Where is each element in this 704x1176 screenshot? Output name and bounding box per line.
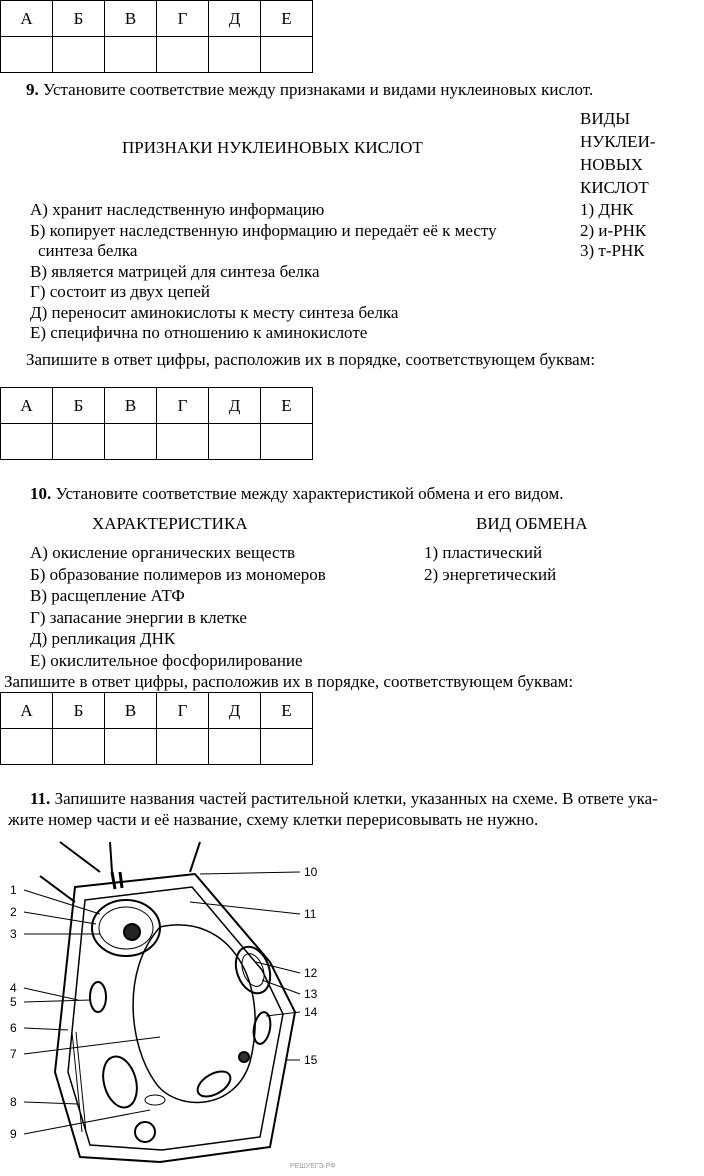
answer-letter: Д (209, 1, 261, 37)
answer-cell[interactable] (157, 37, 209, 73)
label-1: 1 (10, 883, 17, 897)
label-4: 4 (10, 981, 17, 995)
watermark: РЕШУЕГЭ.РФ (290, 1163, 336, 1170)
label-3: 3 (10, 927, 17, 941)
list-item: В) является матрицей для синтеза белка (30, 261, 320, 281)
q10-number: 10. (30, 484, 52, 503)
cell-wall-lines (40, 842, 295, 1162)
answer-table-prev (0, 0, 313, 73)
list-item: А) хранит наследственную информацию (30, 200, 325, 219)
list-item: Е) специфична по отношению к аминокислоте (30, 323, 368, 342)
option-item: 3) т-РНК (580, 241, 645, 260)
q10-options (424, 542, 556, 585)
q10-statement (30, 484, 564, 504)
answer-letter: Е (261, 388, 313, 424)
label-11: 11 (304, 907, 317, 921)
answer-cell[interactable] (53, 729, 105, 765)
q9-instruction: Запишите в ответ цифры, расположив их в порядке, соответствующем буквам: (26, 350, 596, 369)
label-13: 13 (304, 987, 318, 1001)
answer-letter: А (1, 1, 53, 37)
answer-cell[interactable] (209, 729, 261, 765)
answer-cell[interactable] (105, 37, 157, 73)
q11-text-line2: жите номер части и её название, схему клетки перерисовывать не нужно. (8, 810, 539, 829)
answer-letter: Е (261, 693, 313, 729)
list-item: Г) запасание энергии в клетке (30, 607, 247, 627)
answer-cell[interactable] (261, 424, 313, 460)
answer-cell[interactable] (105, 424, 157, 460)
answer-cell[interactable] (1, 729, 53, 765)
list-item: Д) репликация ДНК (30, 629, 176, 648)
option-item: 2) и-РНК (580, 220, 647, 240)
answer-letter: В (105, 1, 157, 37)
answer-letter: Б (53, 693, 105, 729)
answer-letter: Г (157, 1, 209, 37)
answer-cell[interactable] (261, 37, 313, 73)
label-14: 14 (304, 1005, 318, 1019)
list-item: Е) окислительное фосфорилирование (30, 650, 303, 670)
answer-cell[interactable] (157, 729, 209, 765)
label-9: 9 (10, 1127, 17, 1141)
answer-table-q9 (0, 387, 313, 460)
callout-lines (24, 872, 300, 1134)
q9-col-left-header: ПРИЗНАКИ НУКЛЕИНОВЫХ КИСЛОТ (122, 138, 423, 157)
list-item: Г) состоит из двух цепей (30, 282, 211, 301)
label-15: 15 (304, 1053, 318, 1067)
label-6: 6 (10, 1021, 17, 1035)
list-item: Б) копирует наследственную информацию и передаёт её к месту (30, 220, 497, 240)
answer-letter: Д (209, 388, 261, 424)
answer-letter: Б (53, 388, 105, 424)
q9-number: 9. (26, 80, 39, 99)
list-item: В) расщепление АТФ (30, 586, 185, 605)
q10-instruction: Запишите в ответ цифры, расположив их в порядке, соответствующем буквам: (4, 672, 574, 691)
q11-text-line1: Запишите названия частей растительной клетки, указанных на схеме. В ответе ука- (54, 789, 658, 808)
label-2: 2 (10, 905, 17, 919)
answer-cell[interactable] (105, 729, 157, 765)
list-item: Б) образование полимеров из мономеров (30, 564, 326, 584)
answer-cell[interactable] (209, 424, 261, 460)
q9-text: Установите соответствие между признаками и видами нуклеиновых кислот. (43, 80, 594, 99)
answer-letter: А (1, 693, 53, 729)
answer-letter: В (105, 693, 157, 729)
answer-letter: Д (209, 693, 261, 729)
label-7: 7 (10, 1047, 17, 1061)
answer-letter: Б (53, 1, 105, 37)
q9-items (30, 200, 497, 344)
option-item: 2) энергетический (424, 564, 557, 584)
answer-table-q10 (0, 692, 313, 765)
plant-cell-diagram (0, 832, 340, 1176)
q9-col-right-header: ВИДЫ НУКЛЕИ- НОВЫХ КИСЛОТ (580, 109, 656, 197)
answer-cell[interactable] (261, 729, 313, 765)
q10-items (30, 542, 326, 671)
q9-statement (26, 80, 593, 100)
list-item: А) окисление органических веществ (30, 543, 296, 562)
answer-cell[interactable] (1, 424, 53, 460)
answer-letter: В (105, 388, 157, 424)
answer-cell[interactable] (53, 37, 105, 73)
diagram-labels (10, 865, 336, 1170)
label-5: 5 (10, 995, 17, 1009)
answer-letter: А (1, 388, 53, 424)
label-12: 12 (304, 966, 318, 980)
answer-cell[interactable] (209, 37, 261, 73)
answer-letter: Г (157, 388, 209, 424)
answer-cell[interactable] (1, 37, 53, 73)
option-item: 1) пластический (424, 543, 543, 562)
label-10: 10 (304, 865, 318, 879)
q10-text: Установите соответствие между характеристикой обмена и его видом. (55, 484, 564, 503)
q11-number: 11. (30, 789, 51, 808)
option-item: 1) ДНК (580, 200, 634, 219)
q10-col-right-header: ВИД ОБМЕНА (476, 514, 588, 533)
q9-options (580, 200, 646, 262)
answer-letter: Е (261, 1, 313, 37)
label-8: 8 (10, 1095, 17, 1109)
q10-col-left-header: ХАРАКТЕРИСТИКА (92, 514, 248, 533)
answer-cell[interactable] (53, 424, 105, 460)
answer-cell[interactable] (157, 424, 209, 460)
answer-letter: Г (157, 693, 209, 729)
list-item: Д) переносит аминокислоты к месту синтеза белка (30, 302, 399, 322)
q11-statement (30, 788, 658, 810)
list-item: синтеза белка (38, 241, 138, 260)
